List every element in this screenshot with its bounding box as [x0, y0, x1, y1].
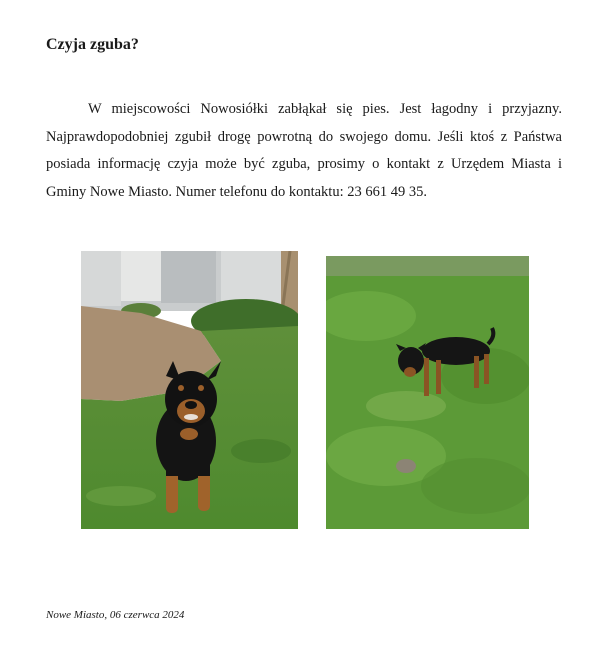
dog-photo-side-image — [326, 256, 529, 529]
document-title: Czyja zguba? — [46, 36, 139, 53]
dog-photo-side — [326, 256, 529, 529]
footer-place-date: Nowe Miasto, 06 czerwca 2024 — [46, 609, 185, 621]
dog-photo-front-image — [81, 251, 298, 529]
dog-photo-front — [81, 251, 298, 529]
announcement-paragraph: W miejscowości Nowosiółki zabłąkał się pies. Jest łagodny i przyjazny. Najprawdopodobniej zgubił drogę powrotną do swojego domu. Jeśli ktoś z Państwa posiada informację czyja może być zguba, prosimy o kontakt z Urzędem Miasta i Gminy Nowe Miasto. Numer telefonu do kontaktu: 23 661 49 35. — [46, 101, 562, 200]
